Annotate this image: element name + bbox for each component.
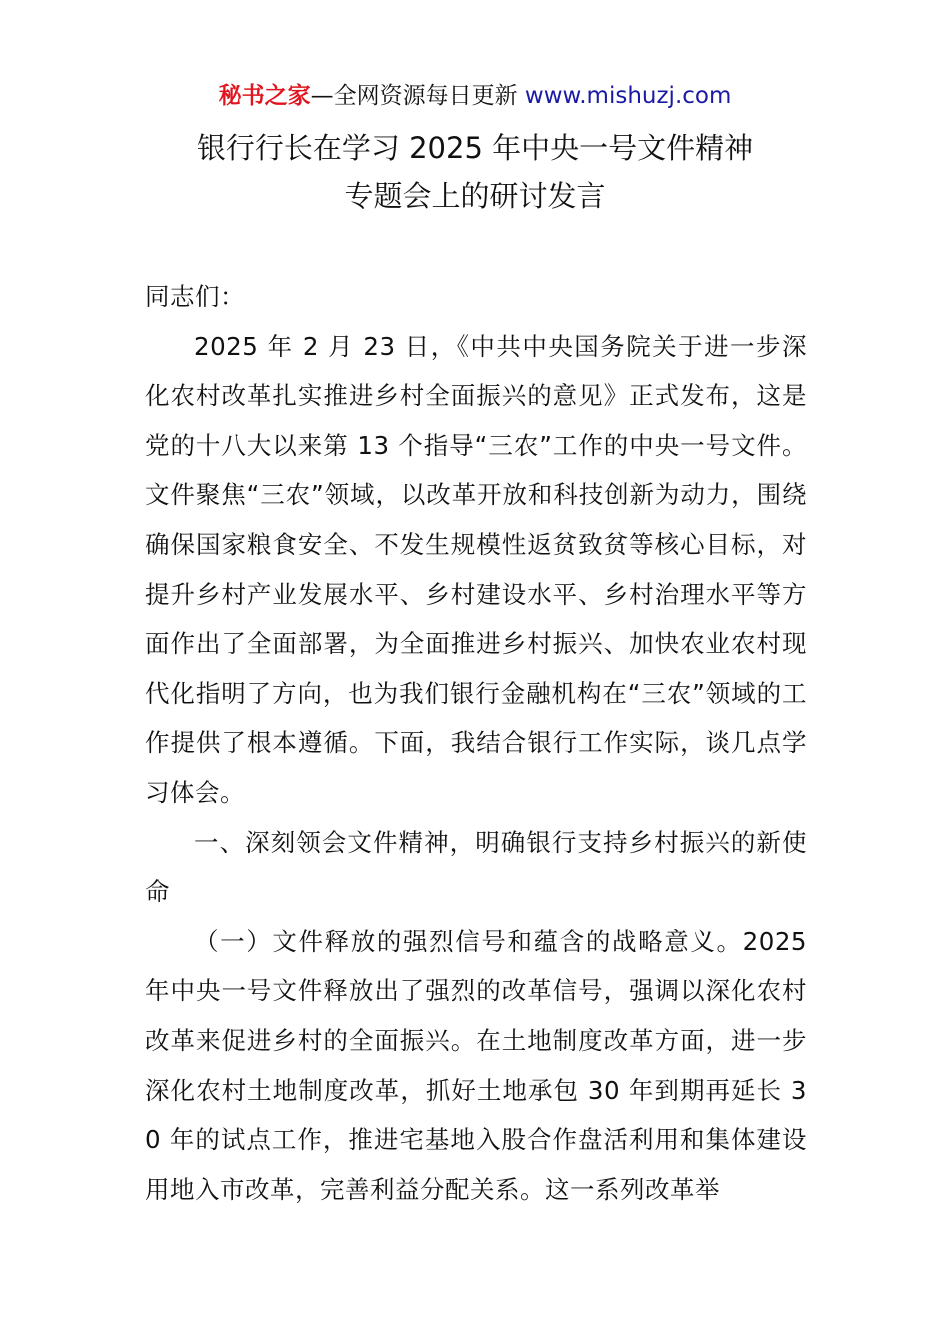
salutation: 同志们： bbox=[145, 282, 245, 311]
section-heading-1: 一、深刻领会文件精神，明确银行支持乡村振兴的新使命 bbox=[145, 827, 807, 907]
site-tagline: —全网资源每日更新 bbox=[310, 83, 525, 109]
subsection-1-paragraph: （一）文件释放的强烈信号和蕴含的战略意义。2025 年中央一号文件释放出了强烈的改革信号，强调以深化农村改革来促进乡村的全面振兴。在土地制度改革方面，进一步深化农村土地制度改革，抓好土地承包 30 年到期再延长 30 年的试点工作，推进宅基地入股合作盘活利用和集体建设用地入市改革，完善利益分配关系。这一系列改革举 bbox=[145, 926, 807, 1204]
brand-name: 秘书之家 bbox=[218, 83, 311, 109]
title-line-2: 专题会上的研讨发言 bbox=[344, 179, 606, 213]
site-header bbox=[0, 80, 950, 112]
site-url-link[interactable]: www.mishuzj.com bbox=[524, 83, 732, 109]
document-title bbox=[0, 124, 950, 220]
document-body bbox=[145, 272, 807, 1214]
title-line-1: 银行行长在学习 2025 年中央一号文件精神 bbox=[196, 131, 754, 165]
paragraph-intro: 2025 年 2 月 23 日，《中共中央国务院关于进一步深化农村改革扎实推进乡村全面振兴的意见》正式发布，这是党的十八大以来第 13 个指导“三农”工作的中央一号文件。文件聚焦“三农”领域，以改革开放和科技创新为动力，围绕确保国家粮食安全、不发生规模性返贫致贫等核心目标，对提升乡村产业发展水平、乡村建设水平、乡村治理水平等方面作出了全面部署，为全面推进乡村振兴、加快农业农村现代化指明了方向，也为我们银行金融机构在“三农”领域的工作提供了根本遵循。下面，我结合银行工作实际，谈几点学习体会。 bbox=[145, 331, 807, 807]
